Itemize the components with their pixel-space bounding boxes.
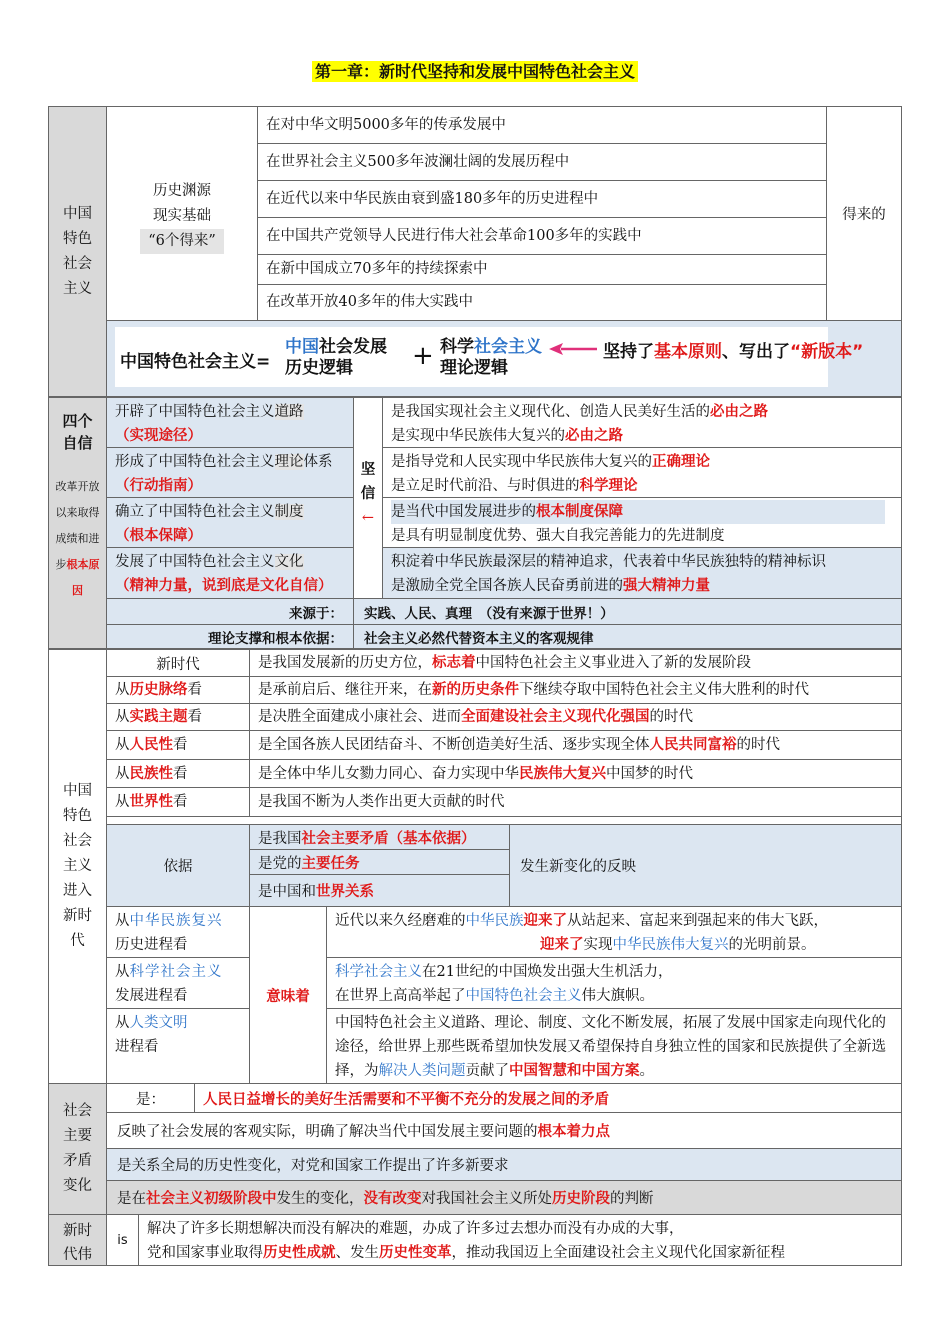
era-label: 从世界性看 [106,787,250,817]
source-value: 实践、人民、真理 （没有来源于世界！） [353,598,902,625]
era-desc: 是全国各族人民团结奋斗、不断创造美好生活、逐步实现全体人民共同富裕的时代 [249,730,902,760]
origin-result: 得来的 [826,106,902,321]
contradiction-definition: 人民日益增长的美好生活需要和不平衡不充分的发展之间的矛盾 [194,1083,902,1113]
origin-row: 在对中华文明5000多年的传承发展中 [257,106,827,144]
origin-row: 在中国共产党领导人民进行伟大社会革命100多年的实践中 [257,217,827,255]
s2-left-label: 四个自信 改革开放以来取得成绩和进步根本原因 [48,397,107,649]
contradiction-change: 是关系全局的历史性变化，对党和国家工作提出了许多新要求 [106,1148,902,1181]
basis-row: 是中国和世界关系 [249,874,510,907]
formula-box: 中国特色社会主义= 中国社会发展 历史逻辑 + 科学社会主义 理论逻辑 坚持了基本原则、写出了“新版本” [115,327,828,387]
contradiction-is-label: 是： [106,1083,195,1113]
contradiction-stage: 是在社会主义初级阶段中发生的变化，没有改变对我国社会主义所处历史阶段的判断 [106,1180,902,1215]
era-label: 从历史脉络看 [106,676,250,704]
meaning-source: 从中华民族复兴 历史进程看 [106,906,250,958]
theory-item: 形成了中国特色社会主义理论体系（行动指南） [106,447,354,498]
path-item: 开辟了中国特色社会主义道路 （实现途径） [106,397,354,448]
system-item: 确立了中国特色社会主义制度 （根本保障） [106,497,354,548]
era-desc: 是承前启后、继往开来，在新的历史条件下继续夺取中国特色社会主义伟大胜利的时代 [249,676,902,704]
origin-row: 在新中国成立70多年的持续探索中 [257,254,827,285]
source-label: 来源于： [106,598,354,625]
meaning-desc: 中国特色社会主义道路、理论、制度、文化不断发展，拓展了发展中国家走向现代化的途径，给世界上那些既希望加快发展又希望保持自身独立性的国家和民族提供了全新选择，为解决人类问题贡献了中国智慧和中国方案。 [326,1008,902,1084]
basis-label: 理论支撑和根本依据： [106,624,354,649]
basis-block-label: 依据 [106,824,250,907]
s4-left-label: 社会主要矛盾变化 [48,1083,107,1215]
culture-item: 发展了中国特色社会主义文化 （精神力量，说到底是文化自信） [106,547,354,599]
s5-left-label: 新时代伟 [48,1214,107,1266]
era-desc: 是决胜全面建成小康社会、进而全面建设社会主义现代化强国的时代 [249,703,902,731]
s3-left-label: 中国特色社会主义进入新时代 [48,649,107,1084]
era-label: 从民族性看 [106,759,250,788]
basis-value: 社会主义必然代替资本主义的客观规律 [353,624,902,649]
era-desc: 是全体中华儿女勠力同心、奋力实现中华民族伟大复兴中国梦的时代 [249,759,902,788]
path-desc: 是我国实现社会主义现代化、创造人民美好生活的必由之路 是实现中华民族伟大复兴的必由之路 [382,397,902,448]
origin-row: 在近代以来中华民族由衰到盛180多年的历史进程中 [257,180,827,218]
s1-origin-cell: 历史渊源 现实基础 “6个得来” [106,106,258,321]
meaning-source: 从科学社会主义 发展进程看 [106,957,250,1009]
meaning-desc: 科学社会主义在21世纪的中国焕发出强大生机活力， 在世界上高高举起了中国特色社会主义伟大旗帜。 [326,957,902,1009]
meaning-desc: 近代以来久经磨难的中华民族迎来了从站起来、富起来到强起来的伟大飞跃， 迎来了实现中华民族伟大复兴的光明前景。 [326,906,902,958]
era-desc: 是我国不断为人类作出更大贡献的时代 [249,787,902,817]
achievements-desc: 解决了许多长期想解决而没有解决的难题，办成了许多过去想办而没有办成的大事， 党和国家事业取得历史性成就、发生历史性变革，推动我国迈上全面建设社会主义现代化国家新征程 [138,1214,902,1266]
system-desc: 是当代中国发展进步的根本制度保障 是具有明显制度优势、强大自我完善能力的先进制度 [382,497,902,548]
era-label: 从实践主题看 [106,703,250,731]
s1-left-label: 中国特色社会主义 [48,106,107,397]
origin-row: 在改革开放40多年的伟大实践中 [257,284,827,321]
culture-desc: 积淀着中华民族最深层的精神追求，代表着中华民族独特的精神标识 是激励全党全国各族人民奋勇前进的强大精神力量 [382,547,902,599]
meaning-source: 从人类文明 进程看 [106,1008,250,1084]
era-desc: 是我国发展新的历史方位，标志着中国特色社会主义事业进入了新的发展阶段 [249,649,902,677]
basis-result: 发生新变化的反映 [509,824,902,907]
era-label: 新时代 [106,649,250,677]
basis-row: 是我国社会主要矛盾（基本依据） [249,824,510,850]
page-title: 第一章：新时代坚持和发展中国特色社会主义 [0,59,950,82]
contradiction-meaning: 反映了社会发展的客观实际，明确了解决当代中国发展主要问题的根本着力点 [106,1112,902,1149]
arrow-left-icon [547,342,599,356]
basis-row: 是党的主要任务 [249,849,510,875]
origin-row: 在世界社会主义500多年波澜壮阔的发展历程中 [257,143,827,181]
s5-mid-label: is [106,1214,139,1266]
era-label: 从人民性看 [106,730,250,760]
meaning-label: 意味着 [249,906,327,1084]
firm-belief-column: 坚 信 ← [353,397,383,599]
theory-desc: 是指导党和人民实现中华民族伟大复兴的正确理论 是立足时代前沿、与时俱进的科学理论 [382,447,902,498]
